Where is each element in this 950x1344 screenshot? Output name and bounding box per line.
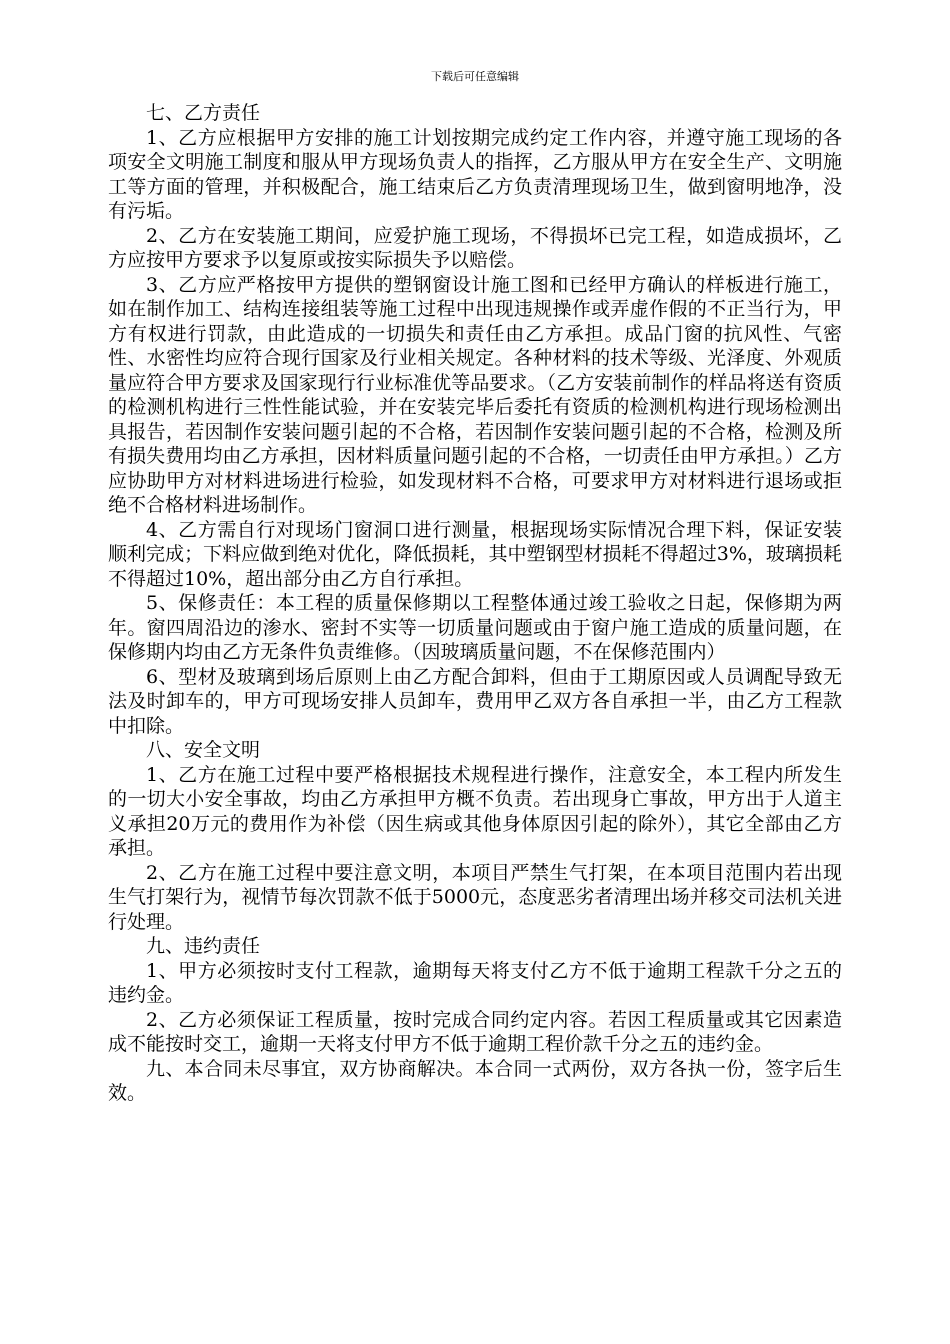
section-heading-breach: 九、违约责任: [146, 935, 261, 957]
section-heading-safety: 八、安全文明: [146, 739, 261, 761]
clause-paragraph: 1、甲方必须按时支付工程款，逾期每天将支付乙方不低于逾期工程款千分之五的违约金。: [108, 959, 842, 1006]
clause-paragraph: 2、乙方在安装施工期间，应爱护施工现场，不得损坏已完工程，如造成损坏，乙方应按甲方要求予以复原或按实际损失予以赔偿。: [108, 224, 842, 271]
clause-paragraph: 1、乙方应根据甲方安排的施工计划按期完成约定工作内容，并遵守施工现场的各项安全文明施工制度和服从甲方现场负责人的指挥，乙方服从甲方在安全生产、文明施工等方面的管理，并积极配合，施工结束后乙方负责清理现场卫生，做到窗明地净，没有污垢。: [108, 126, 842, 222]
clause-paragraph: 2、乙方必须保证工程质量，按时完成合同约定内容。若因工程质量或其它因素造成不能按时交工，逾期一天将支付甲方不低于逾期工程价款千分之五的违约金。: [108, 1008, 842, 1055]
clause-paragraph: 1、乙方在施工过程中要严格根据技术规程进行操作，注意安全，本工程内所发生的一切大小安全事故，均由乙方承担甲方概不负责。若出现身亡事故，甲方出于人道主义承担20万元的费用作为补偿（因生病或其他身体原因引起的除外），其它全部由乙方承担。: [108, 763, 842, 859]
closing-clause: 九、本合同未尽事宜，双方协商解决。本合同一式两份，双方各执一份，签字后生效。: [108, 1057, 842, 1104]
clause-paragraph: 3、乙方应严格按甲方提供的塑钢窗设计施工图和已经甲方确认的样板进行施工，如在制作加工、结构连接组装等施工过程中出现违规操作或弄虚作假的不正当行为，甲方有权进行罚款，由此造成的一切损失和责任由乙方承担。成品门窗的抗风性、气密性、水密性均应符合现行国家及行业相关规定。各种材料的技术等级、光泽度、外观质量应符合甲方要求及国家现行行业标准优等品要求。（乙方安装前制作的样品将送有资质的检测机构进行三性性能试验，并在安装完毕后委托有资质的检测机构进行现场检测出具报告，若因制作安装问题引起的不合格，若因制作安装问题引起的不合格，检测及所有损失费用均由乙方承担，因材料质量问题引起的不合格，一切责任由甲方承担。）乙方应协助甲方对材料进场进行检验，如发现材料不合格，可要求甲方对材料进行退场或拒绝不合格材料进场制作。: [108, 273, 842, 516]
contract-body: [108, 101, 842, 1106]
clause-paragraph: 4、乙方需自行对现场门窗洞口进行测量，根据现场实际情况合理下料，保证安装顺利完成；下料应做到绝对优化，降低损耗，其中塑钢型材损耗不得超过3%，玻璃损耗不得超过10%，超出部分由乙方自行承担。: [108, 518, 842, 590]
clause-paragraph: 6、型材及玻璃到场后原则上由乙方配合卸料，但由于工期原因或人员调配导致无法及时卸车的，甲方可现场安排人员卸车，费用甲乙双方各自承担一半，由乙方工程款中扣除。: [108, 665, 842, 737]
clause-paragraph: 5、保修责任：本工程的质量保修期以工程整体通过竣工验收之日起，保修期为两年。窗四周沿边的渗水、密封不实等一切质量问题或由于窗户施工造成的质量问题，在保修期内均由乙方无条件负责维修。（因玻璃质量问题，不在保修范围内）: [108, 592, 842, 663]
page-header-note: 下载后可任意编辑: [431, 70, 519, 83]
section-heading-party-b-duties: 七、乙方责任: [146, 102, 261, 124]
clause-paragraph: 2、乙方在施工过程中要注意文明，本项目严禁生气打架，在本项目范围内若出现生气打架行为，视情节每次罚款不低于5000元，态度恶劣者清理出场并移交司法机关进行处理。: [108, 861, 842, 933]
